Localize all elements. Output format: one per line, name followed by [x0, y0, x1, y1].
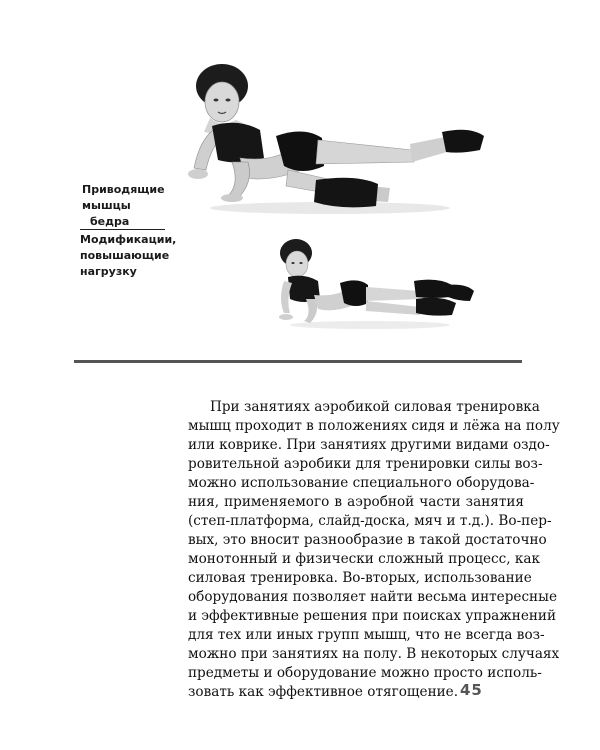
text-line: силовая тренировка. Во-вторых, использование [188, 570, 532, 586]
text-line: ровительной аэробики для тренировки силы воз- [188, 456, 543, 472]
text-line: предметы и оборудование можно просто исполь- [188, 665, 542, 681]
exercise-photo-top [180, 58, 490, 223]
text-line: При занятиях аэробикой силовая тренировка [210, 399, 540, 415]
text-line: вых, это вносит разнообразие в такой достаточно [188, 532, 547, 548]
text-line: можно использование специального оборудова- [188, 475, 535, 491]
exercise-photo-bottom [270, 237, 480, 337]
text-line: оборудования позволяет найти весьма интересные [188, 589, 557, 605]
caption-line: Модификации, [80, 233, 177, 246]
caption-divider [80, 229, 165, 230]
caption-line: нагрузку [80, 265, 137, 278]
text-line: зовать как эффективное отягощение. [188, 684, 459, 700]
text-line: монотонный и физически сложный процесс, как [188, 551, 541, 567]
text-line: для тех или иных групп мышц, что не всегда воз- [188, 627, 545, 643]
caption-muscle-group [82, 182, 165, 230]
text-line: (степ-платформа, слайд-доска, мяч и т.д.). Во-пер- [188, 513, 552, 529]
section-divider [74, 360, 522, 363]
text-line: мышц проходит в положениях сидя и лёжа на полу [188, 418, 560, 434]
text-line: и эффективные решения при поисках упражнений [188, 608, 557, 624]
page-number: 45 [460, 681, 483, 699]
text-line: или коврике. При занятиях другими видами оздо- [188, 437, 550, 453]
text-line: ния, применяемого в аэробной части занятия [188, 494, 524, 510]
body-paragraph [188, 398, 560, 702]
caption-line: Приводящие [82, 183, 165, 196]
caption-line: бедра [90, 215, 130, 228]
caption-line: повышающие [80, 249, 170, 262]
caption-modifications [80, 232, 177, 280]
text-line: можно при занятиях на полу. В некоторых случаях [188, 646, 560, 662]
caption-line: мышцы [82, 199, 131, 212]
